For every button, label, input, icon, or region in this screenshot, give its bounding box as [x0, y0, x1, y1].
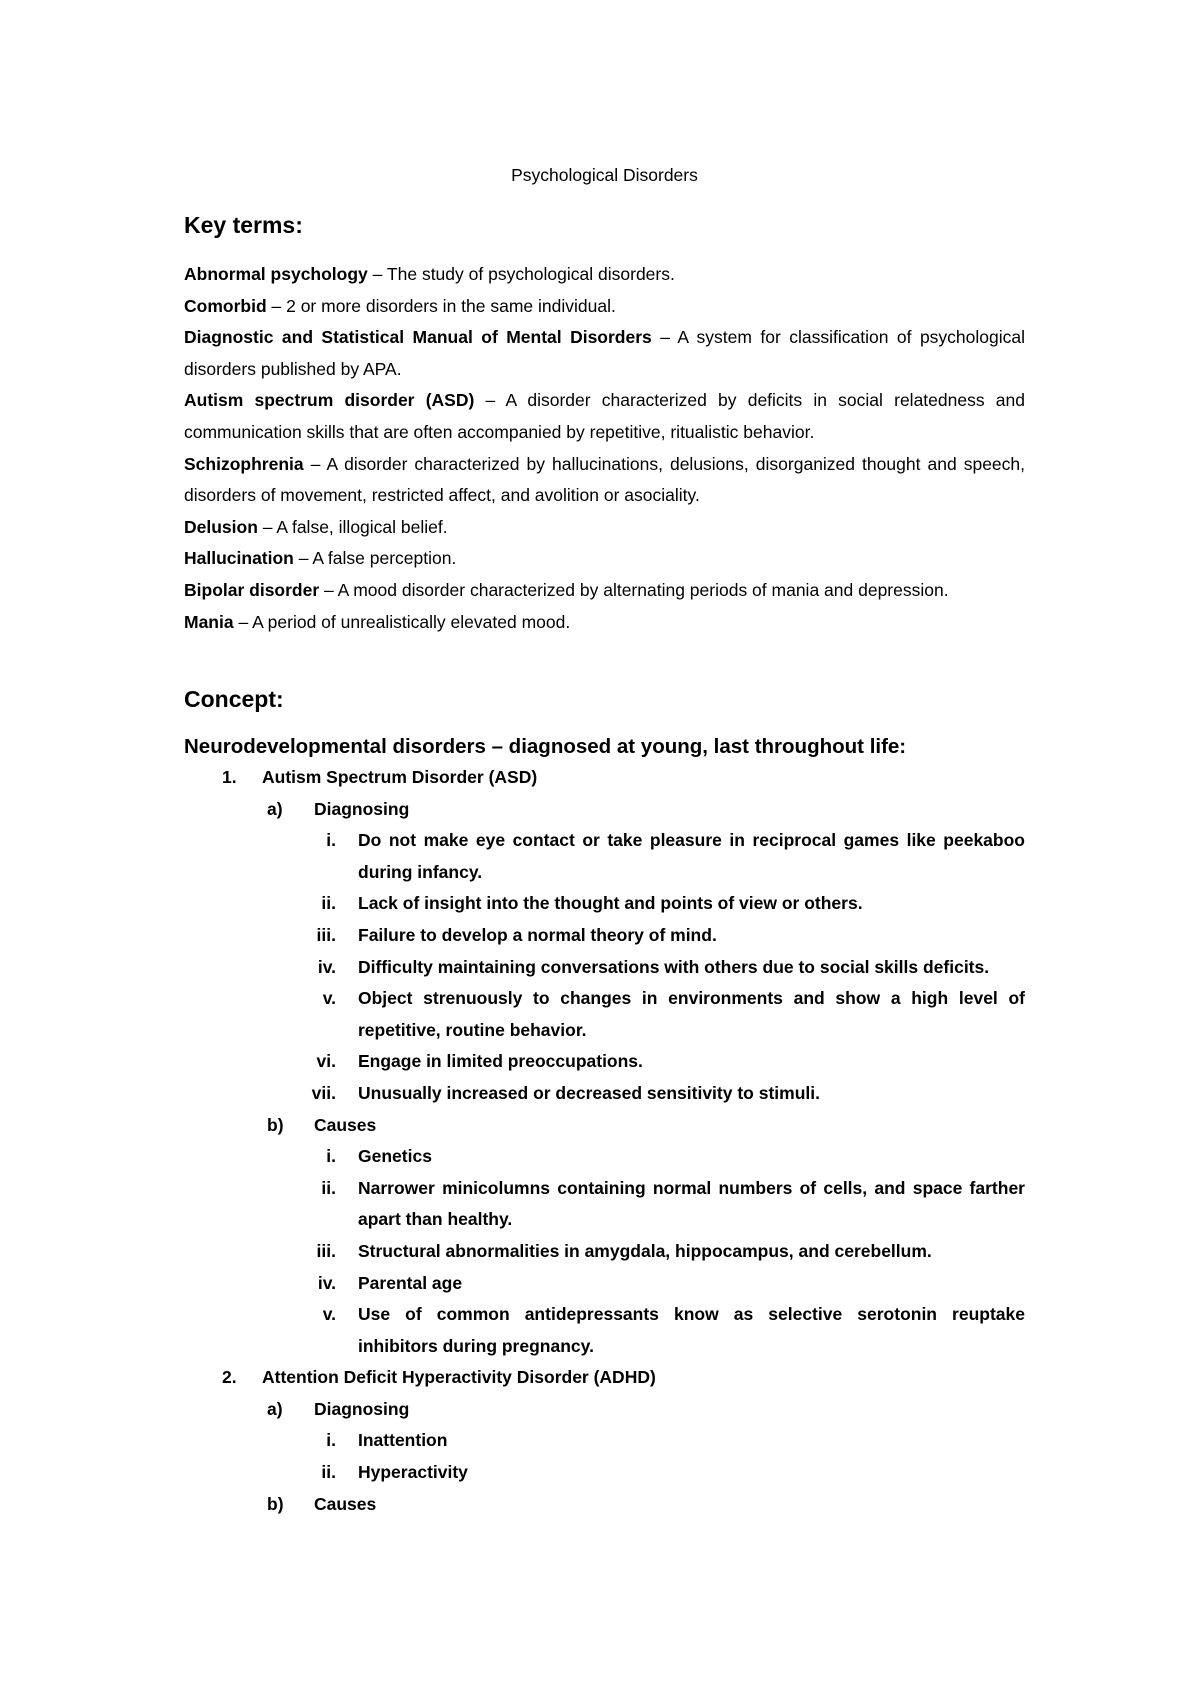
term-definition: – A disorder characterized by deficits in social relatedness and communication skills that are often accompanied by repetitive, ritualistic behavior. [184, 390, 1025, 442]
list-item-text: Narrower minicolumns containing normal numbers of cells, and space farther apart than healthy. [358, 1177, 1025, 1230]
term-name: Abnormal psychology [184, 264, 368, 284]
list-letter: b) [267, 1493, 284, 1514]
list-item [184, 1078, 1025, 1110]
key-term [184, 385, 1025, 448]
roman-numeral: ii. [321, 893, 336, 914]
list-number: 2. [222, 1367, 237, 1388]
list-letter: a) [267, 1398, 283, 1419]
list-item-text: Unusually increased or decreased sensitivity to stimuli. [358, 1082, 820, 1103]
list-item [184, 1457, 1025, 1489]
roman-numeral: i. [326, 1430, 336, 1451]
term-definition: – A system for classification of psychological disorders published by APA. [184, 327, 1026, 379]
list-number: 1. [222, 767, 237, 787]
term-name: Delusion [184, 516, 258, 537]
list-item-label: Causes [314, 1493, 377, 1514]
outline-subitem-b [184, 1110, 1025, 1142]
roman-numeral: iii. [316, 1240, 336, 1261]
concept-heading: Concept: [184, 686, 284, 712]
list-item [184, 983, 1025, 1046]
list-item-text: Inattention [358, 1430, 448, 1451]
list-item-text: Lack of insight into the thought and points of view or others. [358, 893, 863, 914]
term-definition: – A false, illogical belief. [257, 516, 448, 537]
roman-numeral: vi. [316, 1051, 336, 1072]
term-name: Bipolar disorder [184, 579, 320, 600]
roman-numeral: i. [326, 830, 336, 851]
key-term [184, 449, 1025, 512]
list-item-text: Use of common antidepressants know as selective serotonin reuptake inhibitors during pregnancy. [358, 1304, 1025, 1356]
roman-numeral: vii. [311, 1082, 336, 1103]
list-item-label: Diagnosing [314, 798, 410, 819]
list-item [184, 1236, 1025, 1268]
key-terms-list [184, 259, 1025, 638]
list-item [184, 1268, 1025, 1300]
list-letter: b) [267, 1114, 284, 1135]
term-definition: – The study of psychological disorders. [367, 264, 675, 284]
outline-list [184, 762, 1025, 1520]
neurodevelopmental-heading: Neurodevelopmental disorders – diagnosed at young, last throughout life: [184, 735, 907, 758]
list-item [184, 1173, 1025, 1236]
roman-numeral: i. [326, 1146, 336, 1167]
list-item-label: Causes [314, 1114, 377, 1135]
outline-item-1 [184, 762, 1025, 794]
list-item [184, 888, 1025, 920]
term-name: Diagnostic and Statistical Manual of Mental Disorders [184, 327, 652, 348]
term-definition: – A mood disorder characterized by alternating periods of mania and depression. [319, 579, 949, 600]
list-item-label: Diagnosing [314, 1398, 410, 1419]
list-item [184, 1046, 1025, 1078]
list-item-text: Genetics [358, 1146, 432, 1167]
key-term [184, 607, 1025, 639]
key-term [184, 575, 1025, 607]
list-item [184, 920, 1025, 952]
list-item-text: Failure to develop a normal theory of mind. [358, 924, 717, 945]
list-item-text: Parental age [358, 1272, 463, 1293]
roman-numeral: ii. [321, 1462, 336, 1483]
term-name: Hallucination [184, 548, 294, 569]
list-item-label: Autism Spectrum Disorder (ASD) [262, 767, 538, 787]
outline-subitem-a [184, 1394, 1025, 1426]
key-term [184, 543, 1025, 575]
key-term [184, 512, 1025, 544]
roman-numeral: v. [322, 988, 336, 1009]
list-letter: a) [267, 798, 283, 819]
roman-numeral: iii. [316, 924, 336, 945]
list-item [184, 1425, 1025, 1457]
roman-numeral: v. [322, 1304, 336, 1325]
key-term [184, 291, 1025, 323]
list-item-text: Structural abnormalities in amygdala, hippocampus, and cerebellum. [358, 1240, 932, 1261]
term-name: Comorbid [184, 295, 267, 316]
term-name: Schizophrenia [184, 453, 304, 474]
outline-subitem-a [184, 794, 1025, 826]
list-item-text: Do not make eye contact or take pleasure in reciprocal games like peekaboo during infancy. [358, 830, 1025, 882]
key-term [184, 322, 1025, 385]
term-name: Autism spectrum disorder (ASD) [184, 390, 475, 411]
key-terms-heading: Key terms: [184, 212, 303, 238]
term-definition: – A period of unrealistically elevated mood. [233, 611, 571, 632]
term-definition: – A disorder characterized by hallucinations, delusions, disorganized thought and speech, disorders of movement, restricted affect, and avolition or asociality. [184, 453, 1025, 506]
roman-numeral: iv. [317, 1272, 336, 1293]
term-definition: – 2 or more disorders in the same individual. [266, 295, 616, 316]
key-term [184, 259, 1025, 291]
list-item-text: Difficulty maintaining conversations with others due to social skills deficits. [358, 956, 990, 977]
term-definition: – A false perception. [293, 548, 457, 569]
list-item [184, 825, 1025, 888]
outline-item-2 [184, 1362, 1025, 1394]
document-title: Psychological Disorders [511, 165, 698, 185]
term-name: Mania [184, 611, 234, 632]
list-item-text: Engage in limited preoccupations. [358, 1051, 643, 1072]
roman-numeral: ii. [321, 1177, 336, 1198]
list-item [184, 1141, 1025, 1173]
list-item-text: Object strenuously to changes in environments and show a high level of repetitive, routine behavior. [358, 988, 1025, 1040]
list-item [184, 1299, 1025, 1362]
list-item-label: Attention Deficit Hyperactivity Disorder (ADHD) [262, 1367, 656, 1388]
roman-numeral: iv. [317, 956, 336, 977]
list-item-text: Hyperactivity [358, 1462, 468, 1483]
outline-subitem-b [184, 1489, 1025, 1521]
list-item [184, 952, 1025, 984]
